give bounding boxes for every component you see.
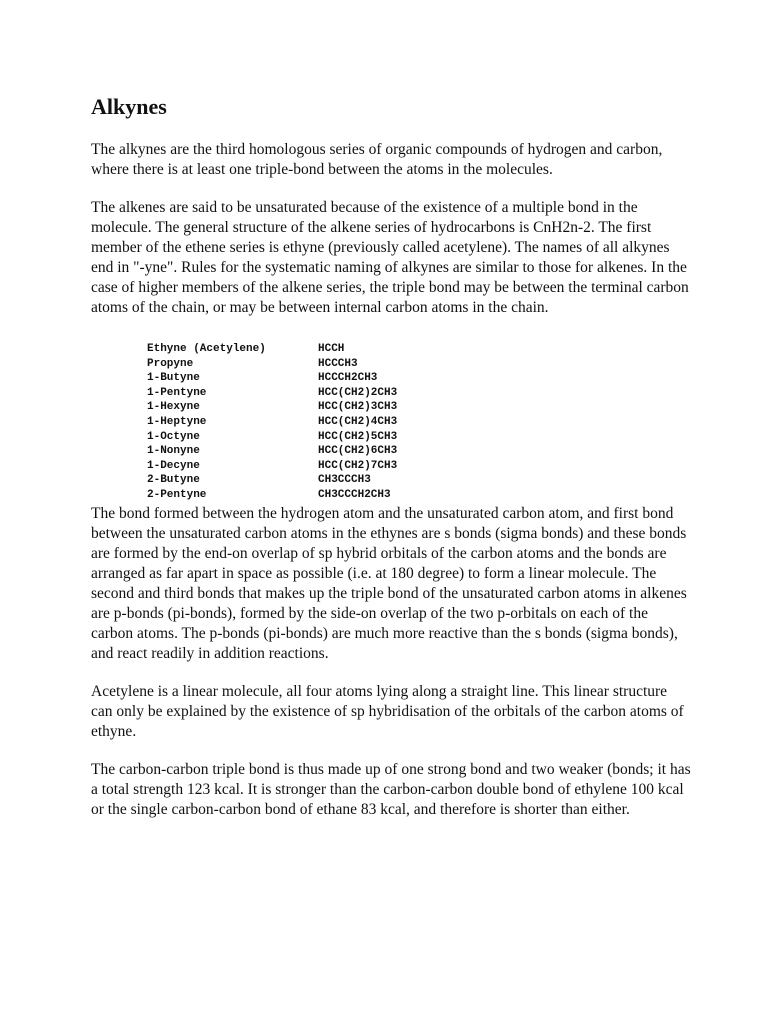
body-paragraph-sigma-pi-bonds: The bond formed between the hydrogen atom and the unsaturated carbon atom, and first bond between the unsaturated carbon atoms in the ethynes are s bonds (sigma bonds) and these bonds are formed by the end-on overlap of sp hybrid orbitals of the carbon atoms and the bonds are arranged as far apart in space as possible (i.e. at 180 degree) to form a linear molecule. The second and third bonds that makes up the triple bond of the unsaturated carbon atoms in alkenes are p-bonds (pi-bonds), formed by the side-on overlap of the two p-orbitals on each of the carbon atoms. The p-bonds (pi-bonds) are much more reactive than the s bonds (sigma bonds), and react readily in addition reactions. (91, 504, 687, 662)
compound-name: 2-Pentyne (147, 488, 207, 501)
table-row (147, 473, 397, 488)
compound-name: 1-Octyne (147, 430, 200, 443)
alkyne-compounds-table (147, 342, 397, 503)
table-row (147, 488, 397, 503)
table-row (147, 342, 397, 357)
compound-formula: HCCH (318, 343, 345, 355)
compound-formula: HCCCH3 (318, 357, 358, 370)
compound-name: 2-Butyne (147, 474, 200, 487)
compound-formula: HCC(CH2)6CH3 (318, 445, 398, 458)
table-row (147, 371, 397, 386)
intro-paragraph-2: The alkenes are said to be unsaturated because of the existence of a multiple bond in the molecule. The general structure of the alkene series of hydrocarbons is CnH2n-2. The first member of the ethene series is ethyne (previously called acetylene). The names of all alkynes end in "-yne". Rules for the systematic naming of alkynes are similar to those for alkenes. In the case of higher members of the alkene series, the triple bond may be between the terminal carbon atoms of the chain, or may be between internal carbon atoms in the chain. (91, 199, 689, 316)
table-row (147, 415, 397, 430)
intro-paragraph-1: The alkynes are the third homologous series of organic compounds of hydrogen and carbon, where there is at least one triple-bond between the atoms in the molecules. (91, 141, 663, 178)
page-title: Alkynes (91, 94, 167, 119)
compound-name: 1-Nonyne (147, 445, 200, 458)
compound-formula: HCC(CH2)2CH3 (318, 386, 398, 399)
compound-formula: HCC(CH2)7CH3 (318, 459, 398, 472)
compound-name: 1-Heptyne (147, 415, 207, 428)
table-row (147, 357, 397, 372)
table-row (147, 444, 397, 459)
body-paragraph-linear-molecule: Acetylene is a linear molecule, all four atoms lying along a straight line. This linear structure can only be explained by the existence of sp hybridisation of the orbitals of the carbon atoms of ethyne. (91, 682, 684, 740)
table-row (147, 430, 397, 445)
compound-name: 1-Decyne (147, 459, 200, 472)
compound-name: Propyne (147, 357, 194, 370)
compound-formula: CH3CCCH2CH3 (318, 488, 391, 501)
compound-name: 1-Hexyne (147, 401, 200, 414)
body-paragraph-triple-bond-strength: The carbon-carbon triple bond is thus made up of one strong bond and two weaker (bonds; it has a total strength 123 kcal. It is stronger than the carbon-carbon double bond of ethylene 100 kcal or the single carbon-carbon bond of ethane 83 kcal, and therefore is shorter than either. (91, 760, 691, 818)
document-page (91, 94, 691, 838)
compound-formula: HCC(CH2)5CH3 (318, 430, 398, 443)
compound-formula: CH3CCCH3 (318, 474, 371, 487)
compound-name: 1-Pentyne (147, 386, 207, 399)
compound-formula: HCC(CH2)4CH3 (318, 415, 398, 428)
compound-name: 1-Butyne (147, 372, 200, 385)
compound-name: Ethyne (Acetylene) (147, 343, 266, 355)
compound-formula: HCCCH2CH3 (318, 372, 378, 385)
table-row (147, 386, 397, 401)
compound-formula: HCC(CH2)3CH3 (318, 401, 398, 414)
table-row (147, 459, 397, 474)
table-row (147, 400, 397, 415)
